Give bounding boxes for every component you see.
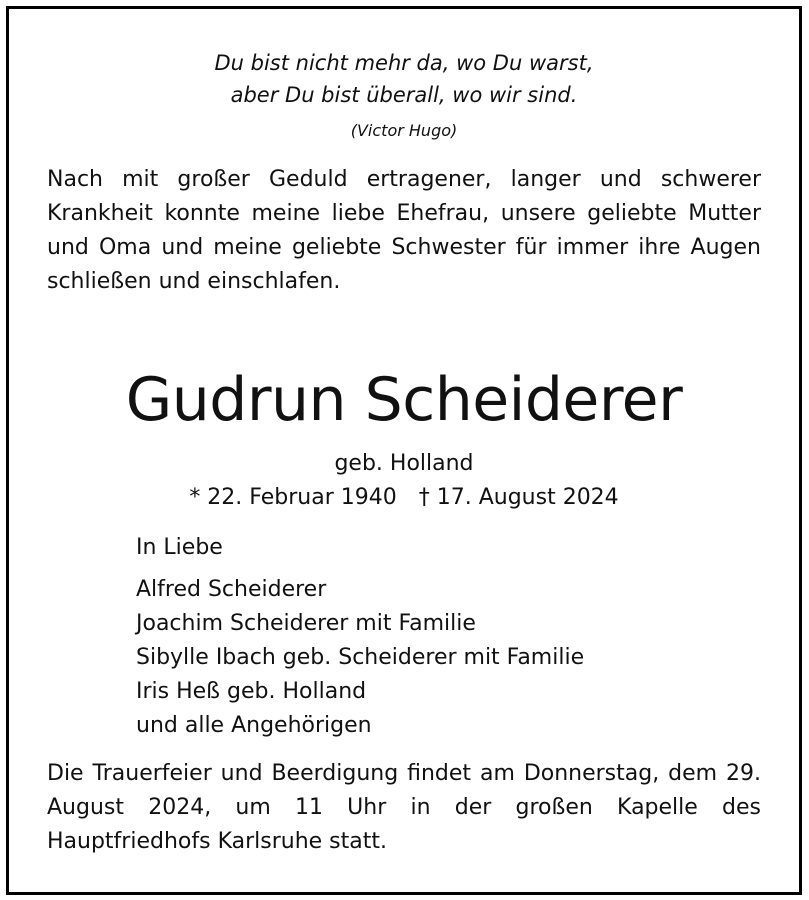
death-date: † 17. August 2024 [418, 485, 619, 510]
quote-author: (Victor Hugo) [350, 121, 458, 140]
mourner-item: Iris Heß geb. Holland [136, 679, 367, 704]
life-dates [9, 481, 799, 515]
mourner-item: Joachim Scheiderer mit Familie [136, 611, 476, 636]
in-love-label: In Liebe [136, 535, 223, 560]
mourner-item: Sibylle Ibach geb. Scheiderer mit Familie [136, 645, 585, 670]
mourner-item: Alfred Scheiderer [136, 577, 327, 602]
birth-name: geb. Holland [334, 451, 474, 476]
obituary-notice [6, 6, 802, 895]
quote-block [9, 47, 799, 151]
funeral-info: Die Trauerfeier und Beerdigung findet am Donnerstag, dem 29. August 2024, um 11 Uhr in der großen Kapelle des Hauptfriedhofs Karlsruhe statt. [47, 761, 761, 854]
deceased-name: Gudrun Scheiderer [125, 365, 683, 435]
intro-text: Nach mit großer Geduld ertragener, langer und schwerer Krankheit konnte meine liebe Ehefrau, unsere geliebte Mutter und Oma und meine geliebte Schwester für immer ihre Augen schließen und einschlafen. [47, 167, 761, 294]
quote-line-2: aber Du bist überall, wo wir sind. [230, 83, 578, 107]
mourners-block [136, 531, 584, 743]
mourner-item: und alle Angehörigen [136, 713, 372, 738]
birth-date: * 22. Februar 1940 [189, 485, 397, 510]
quote-line-1: Du bist nicht mehr da, wo Du warst, [214, 51, 594, 75]
mourners-list [136, 573, 584, 743]
